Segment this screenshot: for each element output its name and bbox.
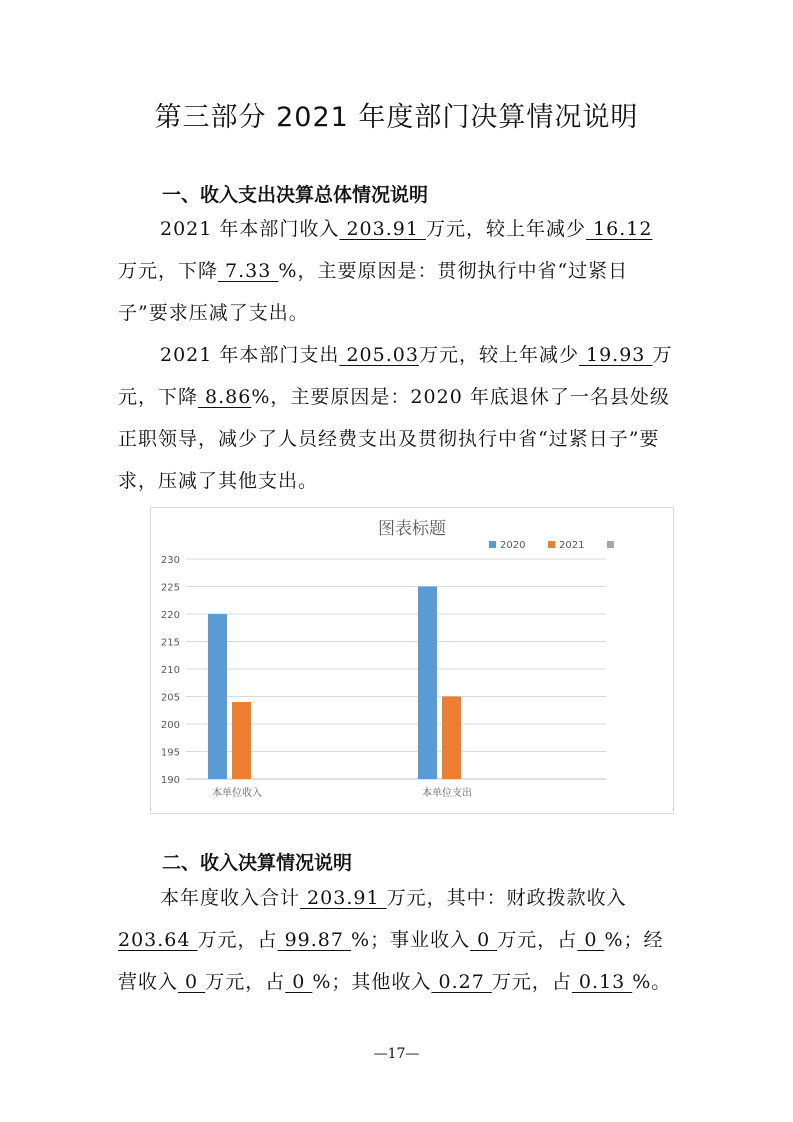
expense-decrease-value: 19.93: [578, 344, 653, 366]
y-tick-label: 230: [160, 555, 180, 566]
legend-swatch: [489, 541, 496, 548]
fiscal-income-pct: 99.87: [277, 929, 352, 951]
expense-decrease-pct: 8.86: [198, 386, 252, 408]
y-tick-label: 200: [160, 720, 180, 731]
section1-paragraph2: 2021 年本部门支出 205.03万元，较上年减少 19.93 万元，下降 8.86%，主要原因是：2020 年底退休了一名县处级正职领导，减少了人员经费支出及贯彻执行中省“过紧日子”要求，压减了其他支出。: [118, 344, 673, 492]
bar-chart: [150, 507, 674, 814]
legend-label: 2021: [559, 540, 585, 551]
section2-paragraph1: 本年度收入合计 203.91 万元，其中：财政拨款收入 203.64 万元，占 99.87 %；事业收入 0 万元，占 0 %；经营收入 0 万元，占 0 %；其他收入 0.27 万元，占 0.13 %。: [118, 887, 672, 993]
section2-heading: 二、收入决算情况说明: [162, 852, 353, 874]
income-total-value: 203.91: [339, 218, 426, 240]
income-decrease-pct: 7.33: [218, 260, 279, 282]
section1-heading: 一、收入支出决算总体情况说明: [162, 184, 429, 206]
y-tick-label: 215: [160, 637, 180, 649]
operating-income-value: 0: [178, 971, 206, 993]
expense-total-value: 205.03: [339, 344, 419, 366]
chart-title: 图表标题: [378, 519, 446, 539]
operating-income-pct: 0: [285, 971, 313, 993]
x-category-label: 本单位支出: [422, 788, 472, 799]
section1-paragraph1: 2021 年本部门收入 203.91 万元，较上年减少 16.12 万元，下降 7.33 %，主要原因是：贯彻执行中省“过紧日子”要求压减了支出。: [118, 218, 653, 324]
other-income-value: 0.27: [431, 971, 492, 993]
y-tick-label: 195: [160, 747, 180, 759]
chart-svg: [151, 508, 673, 813]
legend-swatch: [548, 541, 555, 548]
y-tick-label: 190: [160, 775, 180, 786]
page-number: —17—: [373, 1046, 420, 1062]
y-tick-label: 225: [160, 582, 180, 594]
x-category-label: 本单位收入: [212, 788, 262, 799]
business-income-value: 0: [470, 929, 498, 951]
business-income-pct: 0: [577, 929, 605, 951]
y-tick-label: 205: [160, 692, 180, 704]
y-tick-label: 210: [160, 665, 180, 676]
bar-2021-1: [442, 697, 461, 780]
fiscal-income-value: 203.64: [118, 929, 198, 951]
legend-swatch: [607, 541, 614, 548]
bar-2020-0: [208, 614, 227, 779]
bar-2021-0: [232, 702, 251, 779]
y-tick-label: 220: [160, 610, 180, 621]
page-title: 第三部分 2021 年度部门决算情况说明: [154, 102, 639, 133]
income-decrease-value: 16.12: [585, 218, 653, 240]
income-sum-value: 203.91: [300, 887, 387, 909]
legend-label: 2020: [500, 540, 526, 551]
other-income-pct: 0.13: [571, 971, 633, 993]
bar-2020-1: [418, 587, 437, 780]
